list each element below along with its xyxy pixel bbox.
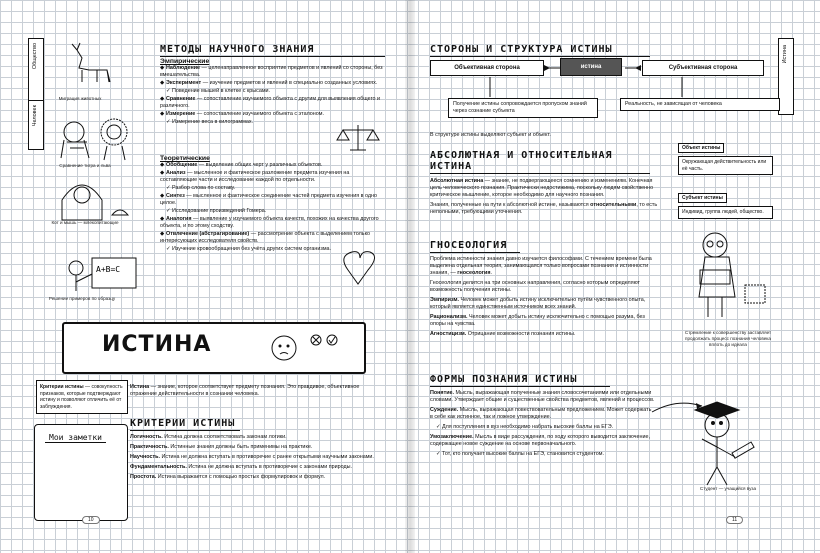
- side-tab-truth[interactable]: [778, 38, 794, 115]
- page-title: СТОРОНЫ И СТРУКТУРА ИСТИНЫ: [430, 44, 650, 57]
- caption: Решение примеров по образцу: [48, 296, 116, 301]
- list-item: ✓Измерение веса в килограммах.: [166, 119, 254, 125]
- subject-box: [678, 186, 773, 219]
- subject-box-text: Индивид, группа людей, общество.: [678, 206, 773, 219]
- object-box-text: Окружающая действительность или её часть.: [678, 156, 773, 175]
- scales-icon: [337, 125, 379, 150]
- list-item: ◆ Обобщение — выделение общих черт у различных объектов.: [160, 162, 323, 168]
- list-item: ◆ Сравнение — сопоставление изучаемого объекта с другим для выявления общего и различного.: [160, 96, 381, 109]
- side-tab-society[interactable]: [28, 38, 44, 102]
- list-item: ✓Изучение кровообращения без учёта других систем организма.: [166, 246, 332, 252]
- list-item: ◆ Измерение — сопоставление изучаемого объекта с эталоном.: [160, 111, 324, 117]
- section-title: ФОРМЫ ПОЗНАНИЯ ИСТИНЫ: [430, 374, 610, 387]
- heart-icon: [344, 252, 375, 284]
- side-tab-label: Человек: [32, 105, 38, 127]
- check-icon: ✓: [166, 119, 171, 125]
- list-item: ◆ Эксперимент — изучение предметов и явлений в специально созданных условиях.: [160, 80, 378, 86]
- criteria-list: [130, 434, 385, 484]
- diamond-icon: ◆: [160, 80, 165, 86]
- section-subheading: Теоретические: [160, 155, 210, 162]
- check-icon: ✓: [166, 246, 171, 252]
- subject-box-title: Субъект истины: [678, 193, 727, 203]
- list-item: Научность. Истина не должна вступать в противоречие с ранее открытыми научными законами.: [130, 454, 374, 460]
- check-icon: ✓: [166, 88, 171, 94]
- list-item: Практичность. Истинные знания должны быть применимы на практике.: [130, 444, 313, 450]
- notes-title: Мои заметки: [45, 433, 106, 443]
- list-item: Агностицизм. Отрицание возможности познания истины.: [430, 331, 576, 337]
- diamond-icon: ◆: [160, 231, 165, 237]
- subjective-side-box: Субъективная сторона: [642, 60, 764, 76]
- objective-side-box: Объективная сторона: [430, 60, 544, 76]
- list-item: Умозаключение. Мысль в виде рассуждения, по ходу которого выводится заключение, содержащее новое суждение на основе первоначального.: [430, 434, 650, 447]
- object-box: [678, 136, 773, 175]
- list-item: ✓Для поступления в вуз необходимо набрать высокие баллы на ЕГЭ.: [436, 424, 614, 430]
- list-item: Суждение. Мысль, выражающая повествовательным предложением. Может содержать в себе как истинное, так и ложное утверждение.: [430, 407, 652, 420]
- diamond-icon: ◆: [160, 96, 165, 102]
- list-item: ✓Разбор слова по составу.: [166, 185, 236, 191]
- list-item: Рационализм. Человек может добыть истину исключительно с помощью разума, без опоры на чувства.: [430, 314, 645, 327]
- list-item: Понятие. Мысль, выражающая полученные знания словосочетаниями или отдельными словами. Утверждает общие и существенные свойства предметов, явлений и процессов.: [430, 390, 655, 403]
- list-item: ◆ Аналогия — выявление у изучаемого объекта качеств, похожих на качества другого объекта, и по этому сходству.: [160, 216, 379, 229]
- check-icon: ✓: [436, 451, 441, 457]
- list-item: ◆ Отвлечение (абстрагирование) — рассмотрение объекта с выделением только интересующих исследователя свойств.: [160, 231, 371, 244]
- page-number: 11: [726, 516, 743, 524]
- diamond-icon: ◆: [160, 111, 165, 117]
- diamond-icon: ◆: [160, 162, 165, 168]
- left-doodles: [328, 120, 388, 320]
- list-item: ✓Тот, кто получает высокие баллы на ЕГЭ, становится студентом.: [436, 451, 604, 457]
- list-item: Фундаментальность. Истина не должна вступать в противоречие с законами природы.: [130, 464, 353, 470]
- subjective-note-box: Реальность, не зависящая от человека: [620, 98, 780, 111]
- section-title: КРИТЕРИИ ИСТИНЫ: [130, 418, 240, 431]
- tiger-illustration: [61, 122, 89, 158]
- check-icon: ✓: [436, 424, 441, 430]
- objective-note-box: Получение истины сопровождается пропуском знаний через сознание субъекта: [448, 98, 598, 118]
- structure-text: В структуре истины выделяют субъект и объект.: [430, 132, 551, 138]
- notes-area[interactable]: [34, 424, 128, 521]
- connector-arrow: [650, 398, 710, 418]
- list-item: ✓Исследование произведений Гомера.: [166, 208, 267, 214]
- lion-illustration: [101, 119, 127, 160]
- diamond-icon: ◆: [160, 170, 165, 176]
- truth-definition: Истина — знание, которое соответствует предмету познания. Это правдивое, объективное отражение действительности в сознании человека.: [130, 384, 360, 397]
- side-tab-label: Истина: [782, 45, 788, 64]
- section-title: АБСОЛЮТНАЯ И ОТНОСИТЕЛЬНАЯ ИСТИНА: [430, 150, 650, 174]
- diamond-icon: ◆: [160, 216, 165, 222]
- list-item: Эмпиризм. Человек может добыть истину исключительно путём чувственного опыта, который является единственным источником всех знаний.: [430, 297, 646, 310]
- cat-mouse-illustration: [62, 185, 128, 220]
- thinking-girl-illustration: [264, 326, 354, 370]
- truth-center-box: истина: [560, 58, 622, 76]
- blackboard-illustration: [69, 258, 136, 291]
- check-icon: ✓: [166, 208, 171, 214]
- right-illustrations: [670, 225, 780, 495]
- section-subheading: Эмпирические: [160, 58, 210, 65]
- empirical-section: [160, 58, 385, 127]
- check-icon: ✓: [166, 185, 171, 191]
- side-tab-human[interactable]: [28, 100, 44, 150]
- diamond-icon: ◆: [160, 193, 165, 199]
- banner-title: ИСТИНА: [102, 332, 212, 357]
- list-item: Логичность. Истина должна соответствовать законам логики.: [130, 434, 287, 440]
- side-tab-label: Общество: [32, 43, 38, 70]
- deer-illustration: [72, 43, 110, 82]
- list-item: ◆ Анализ — мысленное и фактическое разложение предмета изучения на составляющие части и исследование каждой по отдельности.: [160, 170, 350, 183]
- book-gutter: [405, 0, 415, 553]
- page-number: 10: [82, 516, 100, 524]
- gnoseology-text: Проблема истинности знания давно изучается философами. С течением времени была выделена отдельная теория, занимающаяся только вопросами познания и истинности знания, — гносеология. Гносеология делится на три основных направления, согласно которым определяют возможность получения истины. Эмпиризм. Человек может добыть истину исключительно путём чувственного опыта, который является единственным источником всех знаний. Рационализм. Человек может добыть истину исключительно с помощью разума, без опоры на чувства. Агностицизм. Отрицание возможности познания истины.: [430, 256, 655, 338]
- caption: Миграция животных: [58, 96, 102, 101]
- list-item: ◆ Наблюдение — целенаправленное восприятие предметов и явлений со стороны, без вмешательства.: [160, 65, 383, 78]
- list-item: ◆ Синтез — мысленное и фактическое соединение частей предмета изучения в одно целое.: [160, 193, 378, 206]
- list-item: ✓Поведение мышей в клетке с крысами.: [166, 88, 271, 94]
- forms-list: [430, 390, 655, 458]
- absolute-truth-text: Абсолютная истина — знание, не подвергающееся сомнению и изменениям. Конечная цель человеческого познания. Практически недостижима, поскольку людям свойственно критическое мышление, которое необходимо для научного познания. Знания, полученные на пути к абсолютной истине, называются относительными, то есть неполными, требующими уточнения.: [430, 178, 658, 215]
- caption: Кот и мышь — млекопитающие: [51, 220, 119, 225]
- caption: Сравнение тигра и льва: [59, 163, 111, 168]
- topic-banner: [62, 322, 366, 374]
- reading-girl-illustration: [699, 233, 765, 317]
- blackboard-text: A+B=C: [96, 265, 121, 274]
- left-illustrations: [52, 40, 152, 310]
- list-item: Простота. Истина выражается с помощью простых формулировок и формул.: [130, 474, 326, 480]
- object-box-title: Объект истины: [678, 143, 724, 153]
- caption: Стремление к совершенству заставляет продолжать процесс познания человека вплоть до идеала: [684, 330, 772, 347]
- criteria-definition-box: Критерии истины — совокупность признаков, которые подтверждают истину и позволяют отличить её от заблуждения.: [36, 380, 128, 414]
- diamond-icon: ◆: [160, 65, 165, 71]
- section-title: ГНОСЕОЛОГИЯ: [430, 240, 520, 253]
- page-title: МЕТОДЫ НАУЧНОГО ЗНАНИЯ: [160, 44, 385, 57]
- caption: Студент — учащийся вуза: [699, 486, 757, 491]
